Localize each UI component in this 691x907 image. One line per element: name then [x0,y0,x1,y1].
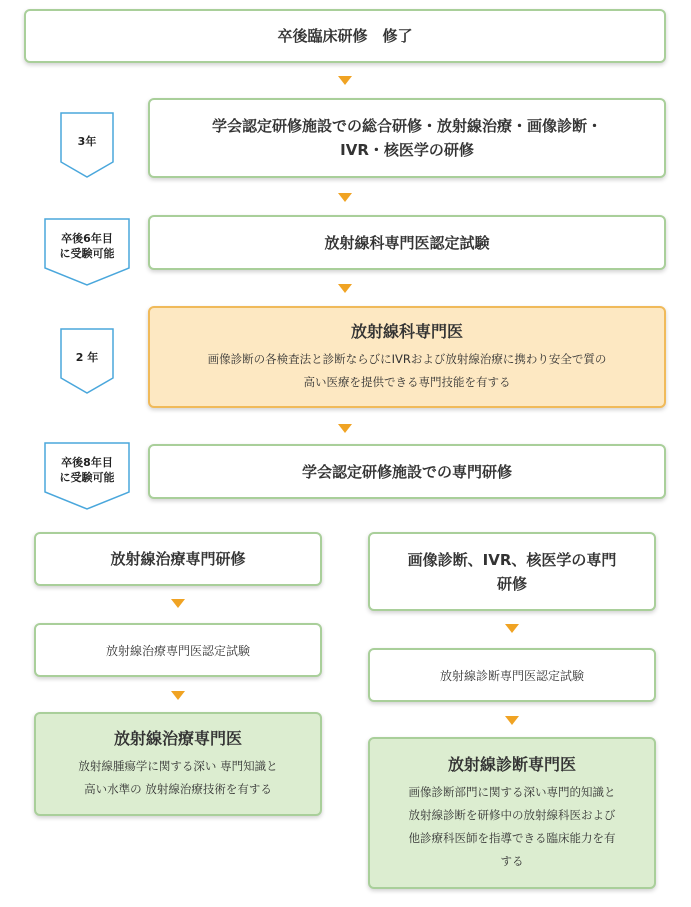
flow-arrow [171,691,185,700]
diagnostic-specialist-title: 放射線診断専門医 [447,755,576,774]
eligibility-line1: 卒後8年目 [61,456,113,469]
exam-eligibility-badge-8yr [44,442,130,510]
duration-badge-3yr [60,112,114,178]
specialized-training-box [148,444,666,499]
radiology-specialist-desc-line1: 画像診断の各検査法と診断ならびにIVRおよび放射線治療に携わり安全で質の [207,352,607,366]
completion-box [24,9,666,63]
general-training-line2: IVR・核医学の研修 [340,141,474,159]
radiotherapy-exam-box [34,623,322,677]
diagnostic-training-line1: 画像診断、IVR、核医学の専門 [407,550,617,569]
duration-label: 2 年 [75,351,99,364]
radiology-specialist-box [148,306,666,408]
exam-eligibility-badge-6yr [44,218,130,286]
general-training-box [148,98,666,178]
flow-arrow [338,284,352,293]
duration-label: 3年 [77,135,97,148]
diagnostic-specialist-line3: 他診療科医師を指導できる臨床能力を有 [408,831,616,845]
general-training-line1: 学会認定研修施設での総合研修・放射線治療・画像診断・ [211,117,602,135]
flow-arrow [505,624,519,633]
radiotherapy-specialist-title: 放射線治療専門医 [113,729,242,748]
radiology-exam-box [148,215,666,270]
duration-badge-2yr [60,328,114,394]
radiotherapy-specialist-line1: 放射線腫瘍学に関する深い 専門知識と [78,759,278,773]
radiotherapy-exam-title: 放射線治療専門医認定試験 [105,643,250,658]
radiotherapy-specialist-line2: 高い水準の 放射線治療技術を有する [84,782,272,796]
diagnostic-specialist-line4: する [500,854,524,868]
radiology-specialist-desc-line2: 高い医療を提供できる専門技能を有する [303,375,511,389]
radiotherapy-specialist-box [34,712,322,816]
flow-arrow [338,193,352,202]
diagnostic-exam-box [368,648,656,702]
diagnostic-training-box [368,532,656,611]
radiology-specialist-title: 放射線科専門医 [350,322,463,341]
flow-arrow [171,599,185,608]
diagnostic-training-line2: 研修 [496,574,527,593]
diagnostic-exam-title: 放射線診断専門医認定試験 [439,668,584,683]
flow-arrow [338,76,352,85]
eligibility-line1: 卒後6年目 [61,232,113,245]
radiology-exam-title: 放射線科専門医認定試験 [324,233,490,252]
diagnostic-specialist-line1: 画像診断部門に関する深い専門的知識と [408,785,616,799]
diagnostic-specialist-box [368,737,656,889]
flow-arrow [505,716,519,725]
eligibility-line2: に受験可能 [59,247,115,260]
diagnostic-specialist-line2: 放射線診断を研修中の放射線科医および [408,808,616,822]
radiotherapy-training-title: 放射線治療専門研修 [110,550,246,568]
radiotherapy-training-box [34,532,322,586]
specialized-training-title: 学会認定研修施設での専門研修 [301,462,512,481]
flow-arrow [338,424,352,433]
completion-title: 卒後臨床研修 修了 [277,27,413,45]
eligibility-line2: に受験可能 [59,471,115,484]
